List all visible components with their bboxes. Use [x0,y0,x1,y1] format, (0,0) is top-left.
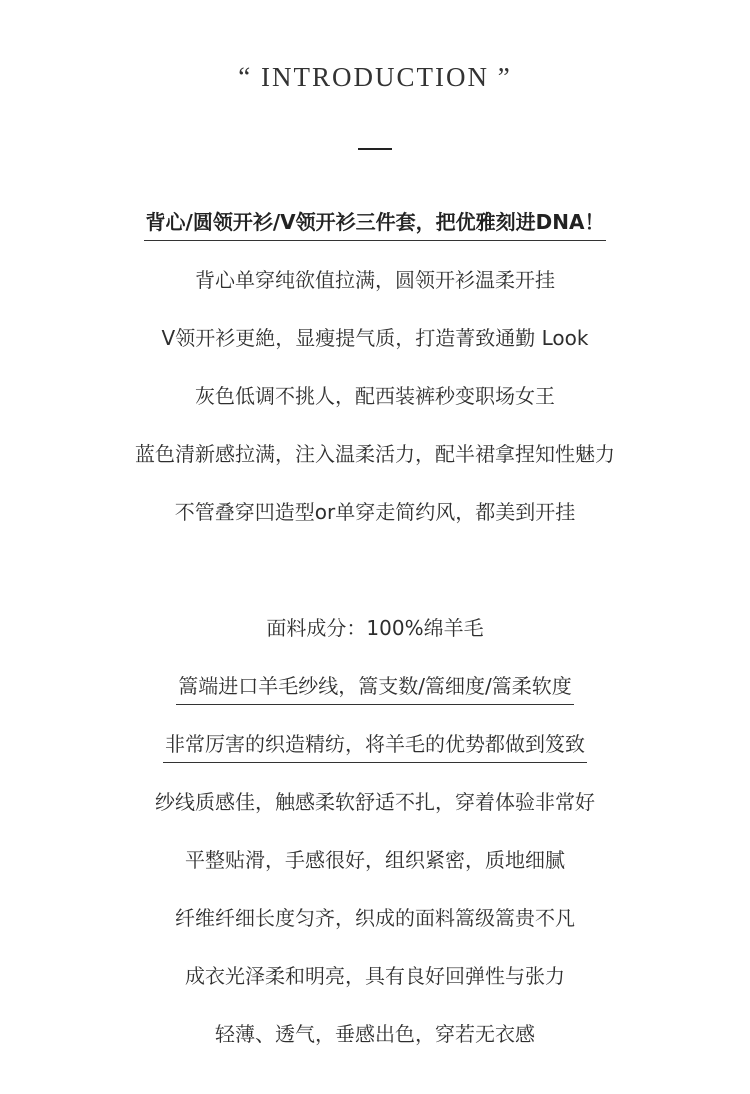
fabric-line [0,1019,750,1049]
fabric-line [0,903,750,933]
fabric-highlight [0,729,750,763]
section-heading: “ INTRODUCTION ” [238,62,512,92]
intro-title [0,207,750,241]
intro-line-text: 蓝色清新感拉满，注入温柔活力，配半裙拿捏知性魅力 [135,442,615,466]
fabric-line [0,787,750,817]
intro-line [0,497,750,527]
fabric-title-text: 面料成分：100%绵羊毛 [266,616,484,640]
intro-line-text: 不管叠穿凹造型or单穿走简约风，都美到开挂 [174,500,576,524]
intro-line [0,439,750,469]
intro-line-text: V领开衫更絶，显瘦提气质，打造菁致通勤 Look [161,326,589,350]
fabric-title [0,613,750,643]
intro-line [0,265,750,295]
intro-line-text: 灰色低调不挑人，配西装裤秒变职场女王 [195,384,555,408]
intro-line [0,381,750,411]
heading-divider [358,148,392,150]
fabric-line-text: 纱线质感佳，触感柔软舒适不扎，穿着体验非常好 [155,790,595,814]
fabric-highlight-text: 篙端进口羊毛纱线，篙支数/篙细度/篙柔软度 [176,671,573,705]
fabric-line-text: 纤维纤细长度匀齐，织成的面料篙级篙贵不凡 [175,906,575,930]
fabric-line [0,845,750,875]
fabric-line-text: 平整贴滑，手感很好，组织紧密，质地细腻 [185,848,565,872]
fabric-line [0,961,750,991]
fabric-highlight [0,671,750,705]
fabric-highlight-text: 非常厉害的织造精纺，将羊毛的优势都做到笈致 [163,729,587,763]
intro-line-text: 背心单穿纯欲值拉满，圆领开衫温柔开挂 [195,268,555,292]
intro-line [0,323,750,353]
intro-title-text: 背心/圆领开衫/V领开衫三件套，把优雅刻进DNA！ [144,207,607,241]
fabric-line-text: 轻薄、透气，垂感出色，穿若无衣感 [215,1022,535,1046]
fabric-line-text: 成衣光泽柔和明亮，具有良好回弹性与张力 [185,964,565,988]
